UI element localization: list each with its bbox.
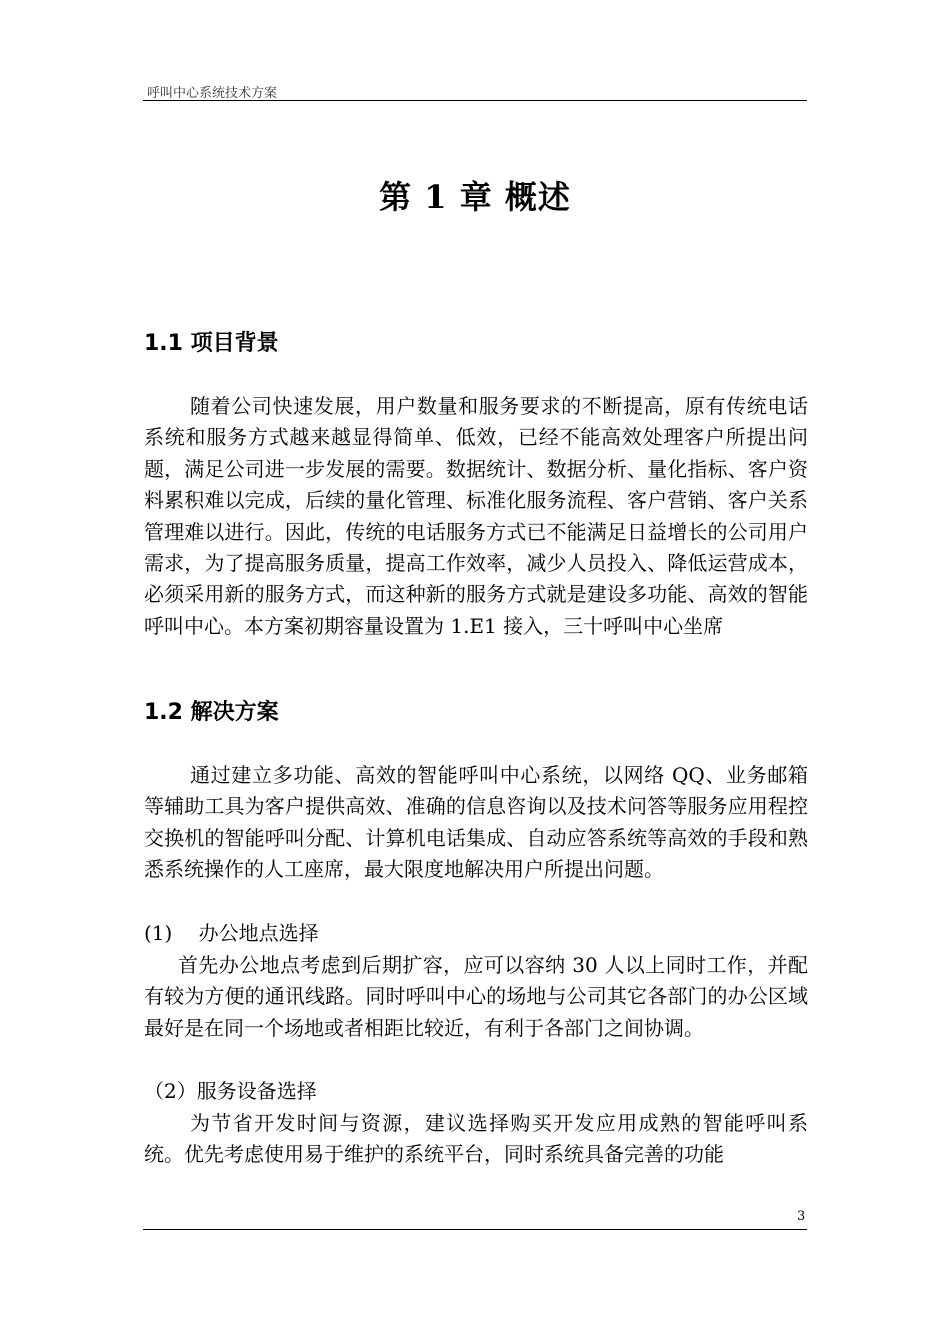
section-1-2-paragraph: 通过建立多功能、高效的智能呼叫中心系统，以网络 QQ、业务邮箱等辅助工具为客户提供高效、准确的信息咨询以及技术问答等服务应用程控交换机的智能呼叫分配、计算机电话集成、自动应答系统等高效的手段和熟悉系统操作的人工座席，最大限度地解决用户所提出问题。 xyxy=(144,763,808,882)
list-item-1-text: 首先办公地点考虑到后期扩容，应可以容纳 30 人以上同时工作，并配有较为方便的通讯线路。同时呼叫中心的场地与公司其它各部门的办公区域最好是在同一个场地或者相距比较近，有利于各部门之间协调。 xyxy=(144,953,808,1040)
section-1-1-paragraph: 随着公司快速发展，用户数量和服务要求的不断提高，原有传统电话系统和服务方式越来越显得简单、低效，已经不能高效处理客户所提出问题，满足公司进一步发展的需要。数据统计、数据分析、量化指标、客户资料累积难以完成，后续的量化管理、标准化服务流程、客户营销、客户关系管理难以进行。因此，传统的电话服务方式已不能满足日益增长的公司用户需求，为了提高服务质量，提高工作效率，减少人员投入、降低运营成本，必须采用新的服务方式，而这种新的服务方式就是建设多功能、高效的智能呼叫中心。本方案初期容量设置为 1.E1 接入，三十呼叫中心坐席 xyxy=(144,394,808,638)
footer-rule xyxy=(143,1229,807,1230)
list-item-2-label: （2）服务设备选择 xyxy=(144,1079,317,1103)
page-number: 3 xyxy=(797,1209,806,1224)
list-item-2-text: 为节省开发时间与资源，建议选择购买开发应用成熟的智能呼叫系统。优先考虑使用易于维护的系统平台，同时系统具备完善的功能 xyxy=(144,1111,808,1167)
list-item-1-label: (1) 办公地点选择 xyxy=(144,921,319,945)
chapter-title: 第 1 章 概述 xyxy=(379,178,571,216)
section-heading-1-1: 1.1 项目背景 xyxy=(144,331,279,356)
running-header: 呼叫中心系统技术方案 xyxy=(147,86,278,101)
header-rule xyxy=(143,100,807,101)
section-heading-1-2: 1.2 解决方案 xyxy=(144,700,279,725)
